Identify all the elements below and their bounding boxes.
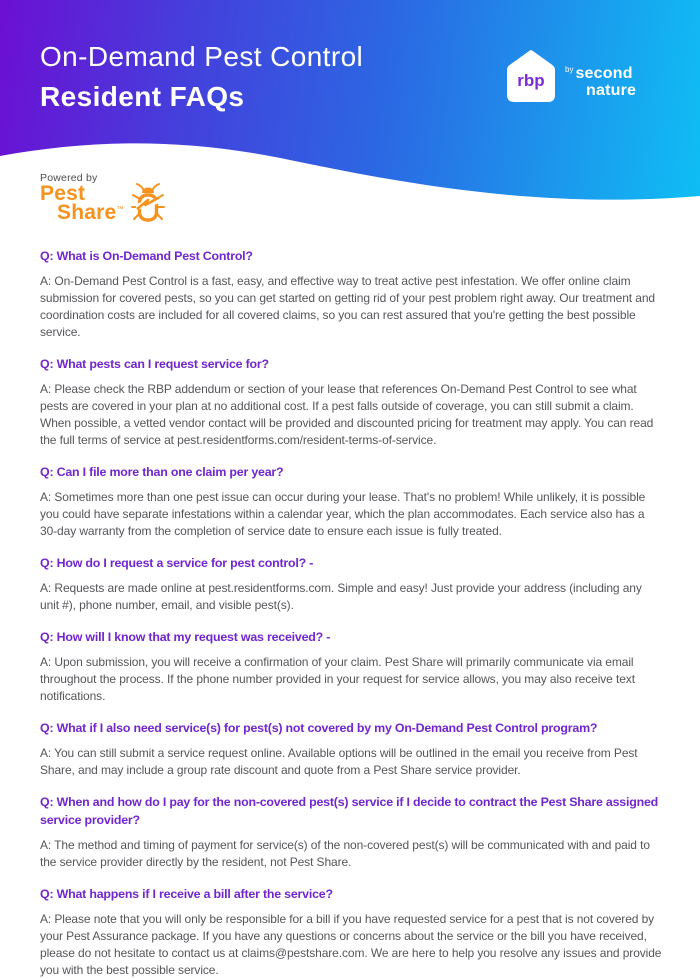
faq-answer: A: Upon submission, you will receive a confirmation of your claim. Pest Share will primarily communicate via email throughout the process. If the phone number provided in your request for service allows, you may also receive text notifications.: [40, 655, 635, 703]
faq-item: [40, 355, 662, 449]
trademark-symbol: ™: [116, 206, 124, 213]
faq-question: Q: What is On-Demand Pest Control?: [40, 249, 253, 263]
faq-answer: A: Please check the RBP addendum or section of your lease that references On-Demand Pest Control to see what pests are covered in your plan at no additional cost. If a pest falls outside of coverage, you can still submit a claim. When possible, a vetted vendor contact will be provided and discounted pricing for treatment may apply. You can read the full terms of service at pest.residentforms.com/resident-terms-of-service.: [40, 382, 654, 447]
faq-answer: A: Requests are made online at pest.residentforms.com. Simple and easy! Just provide your address (including any unit #), phone number, email, and visible pest(s).: [40, 581, 642, 612]
faq-item: [40, 793, 662, 871]
faq-item: [40, 628, 662, 705]
faq-question: Q: What pests can I request service for?: [40, 357, 269, 371]
pest-share-logo: [40, 172, 166, 224]
rbp-wordmark: rbp: [517, 71, 545, 90]
faq-question: Q: Can I file more than one claim per year?: [40, 465, 284, 479]
page-title-line1: On-Demand Pest Control: [40, 41, 364, 72]
rbp-second-nature-logo: [504, 48, 636, 106]
pest-share-line1: Pest: [40, 182, 86, 205]
faq-answer: A: On-Demand Pest Control is a fast, easy, and effective way to treat active pest infestation. We offer online claim submission for covered pests, so you can get started on getting rid of your pest problem right away. Our treatment and coordination costs are included for all covered claims, so you can rest assured that you're getting the best possible service.: [40, 274, 655, 339]
faq-answer: A: You can still submit a service request online. Available options will be outlined in the email you receive from Pest Share, and may include a group rate discount and quote from a Pest Share service provider.: [40, 746, 638, 777]
second-nature-line1: second: [575, 65, 633, 82]
faq-item: [40, 885, 662, 979]
faq-item: [40, 463, 662, 540]
faq-question: Q: What if I also need service(s) for pest(s) not covered by my On-Demand Pest Control program?: [40, 721, 598, 735]
faq-answer: A: Please note that you will only be responsible for a bill if you have requested service for a pest that is not covered by your Pest Assurance package. If you have any questions or concerns about the service or the bill you have received, please do not hesitate to contact us at claims@pestshare.com. We are here to help you resolve any issues and provide you with the best possible service.: [40, 912, 662, 977]
page-title-line2: Resident FAQs: [40, 81, 245, 112]
rbp-house-icon: [504, 48, 558, 106]
faq-question: Q: When and how do I pay for the non-covered pest(s) service if I decide to contract the Pest Share assigned service provider?: [40, 795, 659, 827]
pest-share-line2: Share™: [57, 201, 124, 224]
faq-question: Q: What happens if I receive a bill after the service?: [40, 887, 333, 901]
faq-question: Q: How will I know that my request was received? -: [40, 630, 331, 644]
second-nature-line2: nature: [586, 82, 637, 99]
faq-item: [40, 247, 662, 341]
faq-item: [40, 554, 662, 614]
faq-answer: A: The method and timing of payment for service(s) of the non-covered pest(s) will be communicated with and paid to the service provider directly by the resident, not Pest Share.: [40, 838, 650, 869]
by-label: by: [565, 65, 574, 74]
powered-by-label: Powered by: [40, 172, 98, 184]
pest-share-wordmark: [40, 182, 124, 224]
bug-icon: [130, 182, 166, 224]
faq-answer: A: Sometimes more than one pest issue can occur during your lease. That's no problem! While unlikely, it is possible you could have separate infestations within a calendar year, which the plan accommodates. Each service also has a 30-day warranty from the completion of service date to ensure each issue is fully treated.: [40, 490, 646, 538]
faq-item: [40, 719, 662, 779]
second-nature-wordmark: [565, 66, 636, 99]
faq-list: [40, 247, 662, 979]
faq-question: Q: How do I request a service for pest control? -: [40, 556, 314, 570]
page-title: [40, 40, 363, 114]
